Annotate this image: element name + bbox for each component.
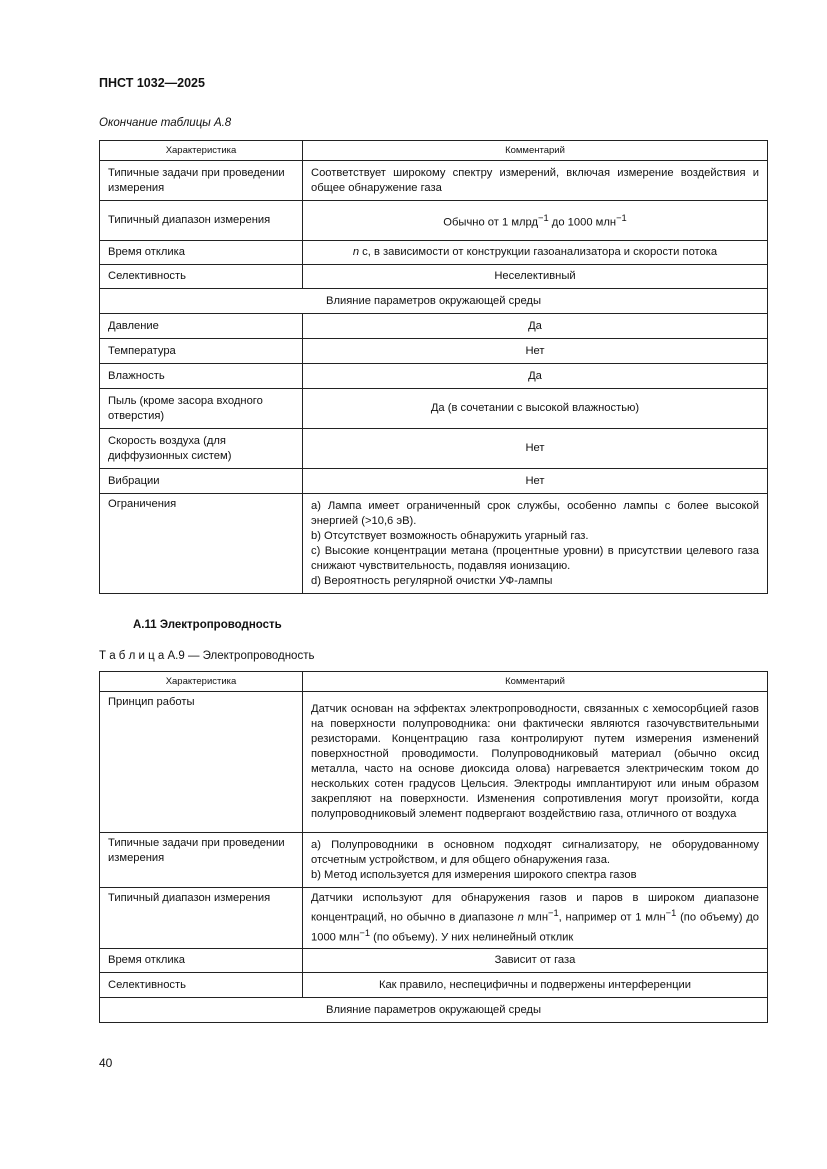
table-row bbox=[100, 161, 768, 201]
row-comment: Датчик основан на эффектах электропроводности, связанных с хемосорбцией газов на поверхности полупроводника: они фактически являются газочувствительными резисторами. Концентрацию газа контролируют путем измерения изменений поверхностной проводимости. Полупроводниковый материал (обычно оксид металла, часто на основе диоксида олова) нагревается электрическим током до нескольких сотен градусов Цельсия. Электроды имплантируют или иным образом закрепляют на поверхности. Изменения сопротивления могут произойти, когда полупроводниковый элемент подвергают воздействию газа, отличного от воздуха bbox=[303, 692, 768, 833]
document-code: ПНСТ 1032—2025 bbox=[99, 76, 205, 90]
list-item: b) Метод используется для измерения широкого спектра газов bbox=[311, 868, 637, 881]
env-header: Влияние параметров окружающей среды bbox=[100, 289, 768, 314]
table-row bbox=[100, 339, 768, 364]
table-header-row bbox=[100, 141, 768, 161]
row-label: Влажность bbox=[100, 364, 303, 389]
list-item: b) Отсутствует возможность обнаружить угарный газ. bbox=[311, 529, 589, 542]
row-comment: Зависит от газа bbox=[303, 949, 768, 973]
row-label: Типичные задачи при проведении измерения bbox=[100, 161, 303, 201]
row-label: Вибрации bbox=[100, 469, 303, 494]
row-comment: Нет bbox=[303, 429, 768, 469]
row-label: Селективность bbox=[100, 973, 303, 998]
row-label: Давление bbox=[100, 314, 303, 339]
row-label: Селективность bbox=[100, 265, 303, 289]
table-row bbox=[100, 241, 768, 265]
row-comment: Нет bbox=[303, 339, 768, 364]
table-a8 bbox=[99, 140, 768, 594]
env-header-row bbox=[100, 289, 768, 314]
row-comment: Неселективный bbox=[303, 265, 768, 289]
table-row bbox=[100, 364, 768, 389]
list-item: c) Высокие концентрации метана (процентные уровни) в присутствии целевого газа снижают чувствительность, подавляя ионизацию. bbox=[311, 544, 759, 572]
table-row bbox=[100, 494, 768, 594]
table-a9-caption: Т а б л и ц а А.9 — Электропроводность bbox=[99, 650, 315, 662]
row-comment: Датчики используют для обнаружения газов и паров в широком диапазоне концентраций, но обычно в диапазоне n млн$^{-1}$, например от 1 млн$^{-1}$ (по объему) до 1000 млн$^{-1}$ (по объему). У них нелинейный отклик bbox=[303, 888, 768, 949]
table-row bbox=[100, 389, 768, 429]
column-header-comment: Комментарий bbox=[303, 141, 768, 161]
row-comment: Да (в сочетании с высокой влажностью) bbox=[303, 389, 768, 429]
row-label: Принцип работы bbox=[100, 692, 303, 833]
row-comment: Обычно от 1 млрд$^{-1}$ до 1000 млн$^{-1}$ bbox=[303, 201, 768, 241]
row-label: Типичный диапазон измерения bbox=[100, 201, 303, 241]
row-comment: n с, в зависимости от конструкции газоанализатора и скорости потока bbox=[303, 241, 768, 265]
table-a9 bbox=[99, 671, 768, 1023]
row-comment: Нет bbox=[303, 469, 768, 494]
table-row bbox=[100, 949, 768, 973]
list-item: a) Лампа имеет ограниченный срок службы, особенно лампы с более высокой энергией (>10,6 эВ). bbox=[311, 499, 759, 527]
row-comment bbox=[303, 494, 768, 594]
column-header-characteristic: Характеристика bbox=[100, 672, 303, 692]
table-row bbox=[100, 973, 768, 998]
row-label: Типичные задачи при проведении измерения bbox=[100, 833, 303, 888]
table-a8-caption: Окончание таблицы А.8 bbox=[99, 117, 232, 129]
table-row bbox=[100, 314, 768, 339]
row-comment: Соответствует широкому спектру измерений, включая измерение воздействия и общее обнаружение газа bbox=[303, 161, 768, 201]
row-label: Типичный диапазон измерения bbox=[100, 888, 303, 949]
table-row bbox=[100, 833, 768, 888]
table-header-row bbox=[100, 672, 768, 692]
row-label: Ограничения bbox=[100, 494, 303, 594]
list-item: a) Полупроводники в основном подходят сигнализатору, не оборудованному отсчетным устройством, и для общего обнаружения газа. bbox=[311, 838, 759, 866]
column-header-characteristic: Характеристика bbox=[100, 141, 303, 161]
page-number: 40 bbox=[99, 1056, 113, 1070]
table-row bbox=[100, 429, 768, 469]
column-header-comment: Комментарий bbox=[303, 672, 768, 692]
row-comment bbox=[303, 833, 768, 888]
table-row bbox=[100, 469, 768, 494]
table-row bbox=[100, 692, 768, 833]
row-label: Время отклика bbox=[100, 241, 303, 265]
row-comment: Да bbox=[303, 314, 768, 339]
row-label: Температура bbox=[100, 339, 303, 364]
row-label: Пыль (кроме засора входного отверстия) bbox=[100, 389, 303, 429]
row-label: Время отклика bbox=[100, 949, 303, 973]
table-row bbox=[100, 888, 768, 949]
section-heading: А.11 Электропроводность bbox=[133, 619, 282, 631]
row-comment: Да bbox=[303, 364, 768, 389]
row-comment: Как правило, неспецифичны и подвержены интерференции bbox=[303, 973, 768, 998]
row-label: Скорость воздуха (для диффузионных систем) bbox=[100, 429, 303, 469]
env-header: Влияние параметров окружающей среды bbox=[100, 998, 768, 1023]
table-row bbox=[100, 201, 768, 241]
env-header-row bbox=[100, 998, 768, 1023]
table-row bbox=[100, 265, 768, 289]
list-item: d) Вероятность регулярной очистки УФ-лампы bbox=[311, 574, 553, 587]
